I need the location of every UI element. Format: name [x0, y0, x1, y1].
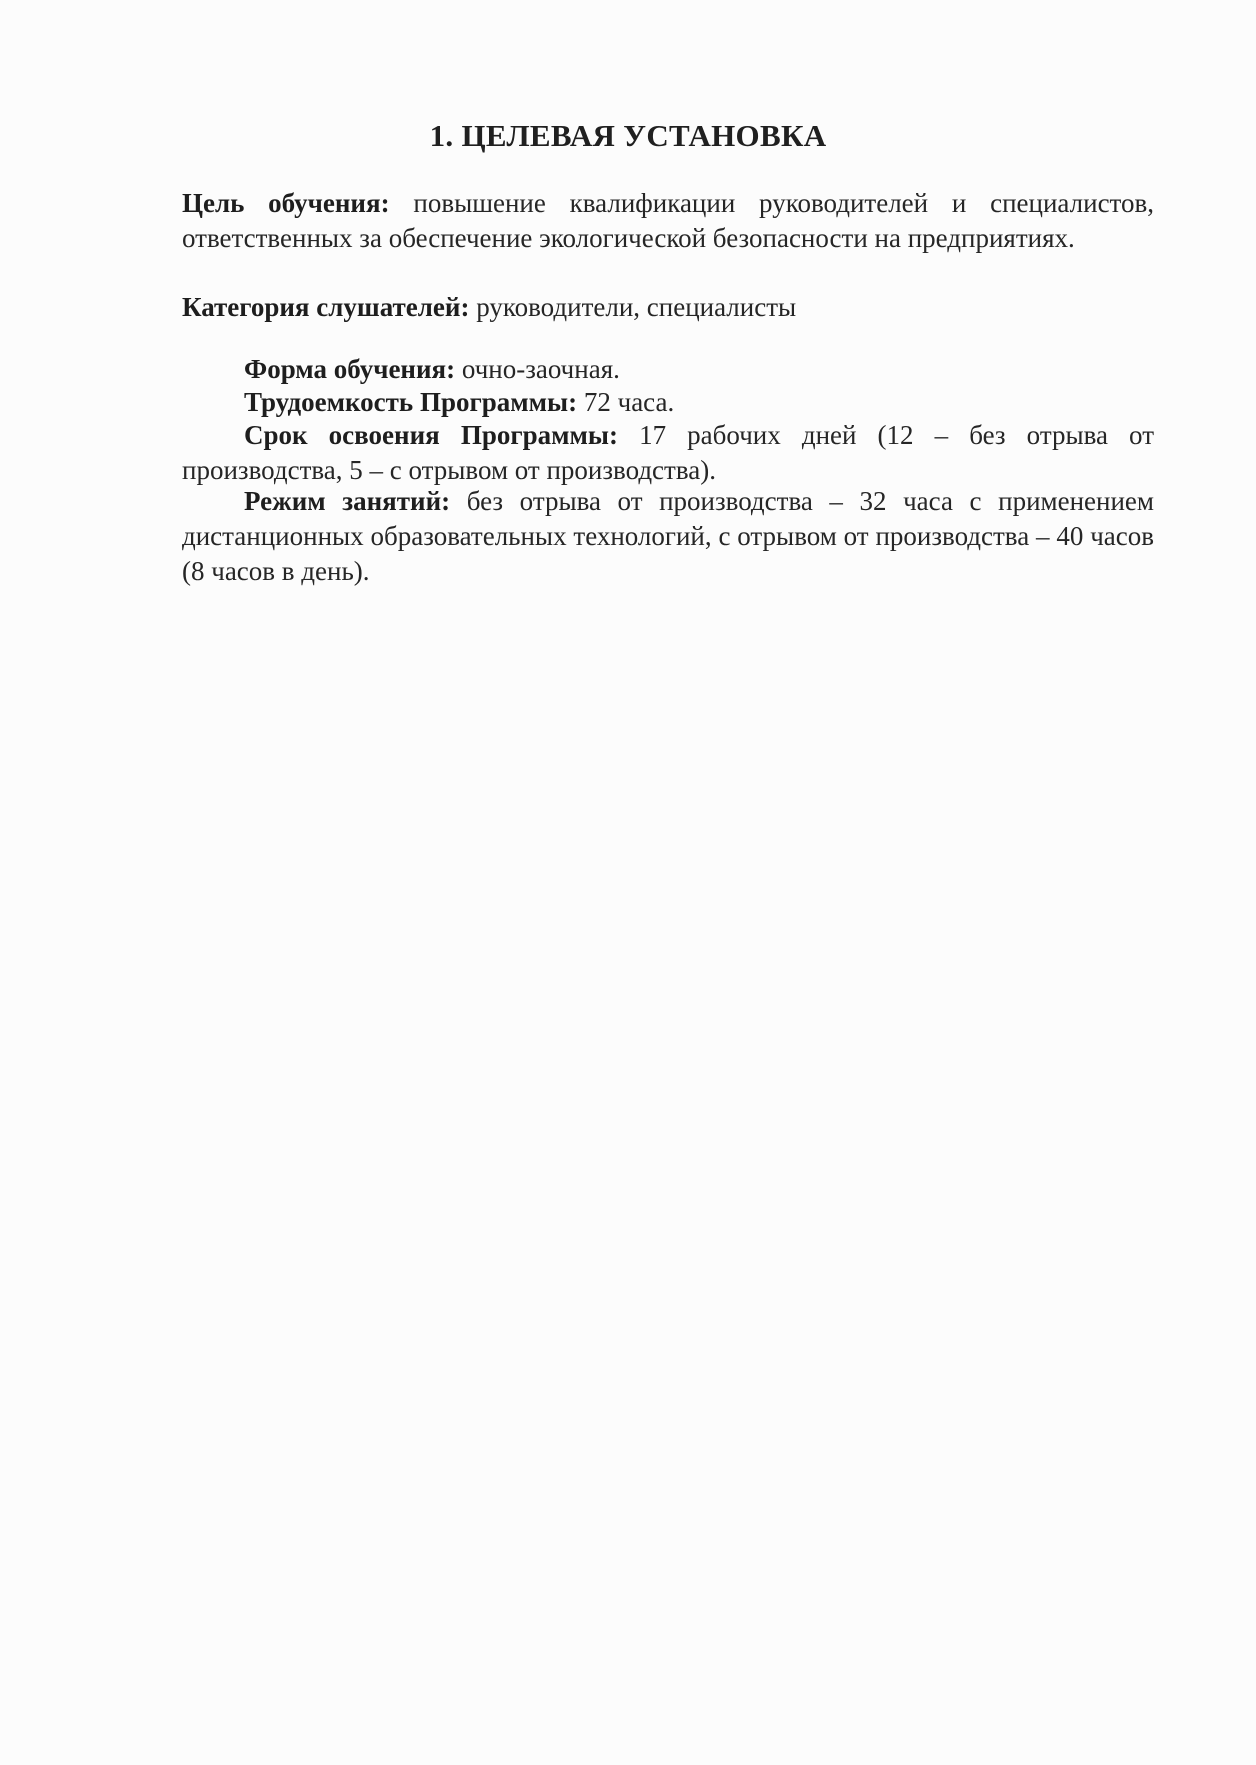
duration-paragraph: [182, 418, 1154, 488]
duration-label: Срок освоения Программы:: [244, 420, 618, 450]
form-label: Форма обучения:: [244, 354, 456, 384]
schedule-paragraph: [182, 484, 1154, 589]
schedule-text: без отрыва от производства – 32 часа с применением дистанционных образовательных технологий, с отрывом от производства – 40 часов (8 часов в день).: [182, 486, 1154, 586]
workload-text: 72 часа.: [583, 387, 675, 417]
workload-paragraph: [182, 385, 1154, 420]
form-paragraph: [182, 352, 1154, 387]
goal-paragraph: [182, 186, 1154, 256]
category-paragraph: [182, 290, 1154, 325]
category-text: руководители, специалисты: [476, 292, 797, 322]
category-label: Категория слушателей:: [182, 292, 470, 322]
workload-label: Трудоемкость Программы:: [244, 387, 578, 417]
goal-text: повышение квалификации руководителей и специалистов, ответственных за обеспечение экологической безопасности на предприятиях.: [182, 188, 1155, 253]
schedule-label: Режим занятий:: [244, 486, 451, 516]
form-text: очно-заочная.: [461, 354, 620, 384]
section-heading: 1. ЦЕЛЕВАЯ УСТАНОВКА: [429, 118, 827, 153]
goal-label: Цель обучения:: [182, 188, 390, 218]
duration-text: 17 рабочих дней (12 – без отрыва от производства, 5 – с отрывом от производства).: [182, 420, 1154, 485]
